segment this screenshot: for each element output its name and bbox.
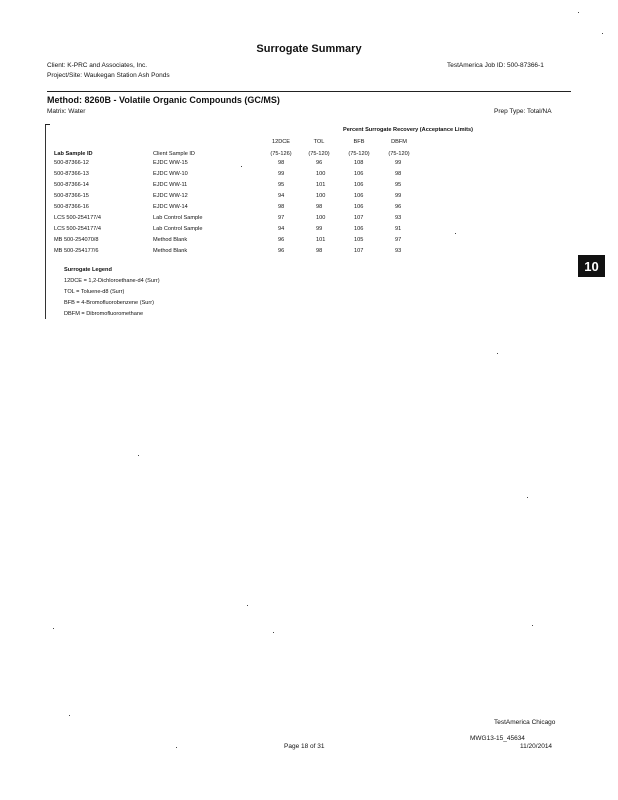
col-lab-sample-id: Lab Sample ID	[54, 151, 93, 157]
scan-speck	[273, 632, 274, 633]
lab-sample-id: 500-87366-15	[54, 193, 89, 199]
value-tol: 98	[316, 248, 323, 254]
value-tol: 100	[316, 215, 326, 221]
col-12dce-label: 12DCE	[271, 139, 291, 145]
value-bfb: 105	[354, 237, 364, 243]
value-12dce: 99	[278, 171, 285, 177]
value-tol: 100	[316, 171, 326, 177]
job-id: TestAmerica Job ID: 500-87366-1	[447, 62, 544, 69]
scan-speck	[176, 747, 177, 748]
legend-item: BFB = 4-Bromofluorobenzene (Surr)	[64, 300, 155, 306]
col-bfb-label: BFB	[353, 139, 365, 145]
value-bfb: 106	[354, 182, 364, 188]
value-dbfm: 98	[395, 171, 402, 177]
value-bfb: 106	[354, 193, 364, 199]
value-tol: 100	[316, 193, 326, 199]
col-dbfm-label: DBFM	[391, 139, 407, 145]
value-bfb: 107	[354, 215, 364, 221]
value-dbfm: 91	[395, 226, 402, 232]
col-dbfm	[386, 139, 412, 145]
value-bfb: 107	[354, 248, 364, 254]
value-dbfm: 95	[395, 182, 402, 188]
lab-sample-id: 500-87366-16	[54, 204, 89, 210]
bracket-top	[45, 124, 50, 125]
scan-speck	[532, 625, 533, 626]
page-title: Surrogate Summary	[256, 43, 362, 55]
value-tol: 99	[316, 226, 323, 232]
value-dbfm: 93	[395, 248, 402, 254]
lab-sample-id: LCS 500-254177/4	[54, 215, 101, 221]
lab-sample-id: MB 500-254177/6	[54, 248, 99, 254]
value-tol: 101	[316, 182, 326, 188]
header-rule	[47, 91, 571, 92]
scan-speck	[455, 233, 456, 234]
page-number: Page 18 of 31	[284, 743, 325, 750]
value-tol: 96	[316, 160, 323, 166]
recovery-group-header: Percent Surrogate Recovery (Acceptance Limits)	[343, 127, 473, 133]
legend-item: 12DCE = 1,2-Dichloroethane-d4 (Surr)	[64, 278, 160, 284]
scan-speck	[247, 605, 248, 606]
col-12dce	[268, 139, 294, 145]
lab-sample-id: MB 500-254070/8	[54, 237, 99, 243]
scan-speck	[138, 455, 139, 456]
col-bfb-limits: (75-120)	[348, 151, 370, 157]
scan-speck	[602, 33, 603, 34]
client-sample-id: EJDC WW-10	[153, 171, 188, 177]
method-heading: Method: 8260B - Volatile Organic Compounds (GC/MS)	[47, 95, 280, 105]
value-dbfm: 99	[395, 193, 402, 199]
value-12dce: 94	[278, 193, 285, 199]
scan-speck	[527, 497, 528, 498]
col-client-sample-id: Client Sample ID	[153, 151, 195, 157]
client-sample-id: Method Blank	[153, 237, 188, 243]
client-sample-id: EJDC WW-15	[153, 160, 188, 166]
lab-sample-id: LCS 500-254177/4	[54, 226, 101, 232]
col-tol	[306, 139, 332, 145]
value-12dce: 95	[278, 182, 285, 188]
value-dbfm: 96	[395, 204, 402, 210]
legend-title: Surrogate Legend	[64, 267, 112, 273]
matrix-label: Matrix: Water	[47, 108, 86, 115]
value-12dce: 96	[278, 237, 285, 243]
lab-sample-id: 500-87366-12	[54, 160, 89, 166]
col-12dce-limits: (75-126)	[270, 151, 292, 157]
client-sample-id: EJDC WW-12	[153, 193, 188, 199]
table-bracket	[45, 124, 46, 319]
col-tol-label: TOL	[313, 139, 325, 145]
section-tab: 10	[578, 255, 605, 277]
client-sample-id: EJDC WW-14	[153, 204, 188, 210]
value-tol: 101	[316, 237, 326, 243]
client-sample-id: Method Blank	[153, 248, 188, 254]
lab-sample-id: 500-87366-14	[54, 182, 89, 188]
client-sample-id: Lab Control Sample	[153, 226, 203, 232]
value-12dce: 94	[278, 226, 285, 232]
project-line: Project/Site: Waukegan Station Ash Ponds	[47, 72, 170, 79]
client-sample-id: EJDC WW-11	[153, 182, 188, 188]
col-dbfm-limits: (75-120)	[388, 151, 410, 157]
value-bfb: 106	[354, 204, 364, 210]
value-dbfm: 97	[395, 237, 402, 243]
col-bfb	[346, 139, 372, 145]
footer-document-id: MWG13-15_45634	[470, 735, 525, 742]
value-12dce: 98	[278, 204, 285, 210]
client-sample-id: Lab Control Sample	[153, 215, 203, 221]
legend-item: TOL = Toluene-d8 (Surr)	[64, 289, 125, 295]
footer-date: 11/20/2014	[520, 743, 553, 750]
value-dbfm: 93	[395, 215, 402, 221]
value-12dce: 98	[278, 160, 285, 166]
col-tol-limits: (75-120)	[308, 151, 330, 157]
scan-speck	[578, 12, 579, 13]
client-line: Client: K-PRC and Associates, Inc.	[47, 62, 148, 69]
scan-speck	[241, 166, 242, 167]
scan-speck	[69, 715, 70, 716]
value-bfb: 106	[354, 226, 364, 232]
scan-speck	[497, 353, 498, 354]
value-bfb: 108	[354, 160, 364, 166]
value-12dce: 97	[278, 215, 285, 221]
prep-type: Prep Type: Total/NA	[494, 108, 552, 115]
value-dbfm: 99	[395, 160, 402, 166]
value-12dce: 96	[278, 248, 285, 254]
lab-sample-id: 500-87366-13	[54, 171, 89, 177]
footer-lab: TestAmerica Chicago	[494, 719, 556, 726]
value-bfb: 106	[354, 171, 364, 177]
value-tol: 98	[316, 204, 323, 210]
scan-speck	[53, 628, 54, 629]
legend-item: DBFM = Dibromofluoromethane	[64, 311, 144, 317]
